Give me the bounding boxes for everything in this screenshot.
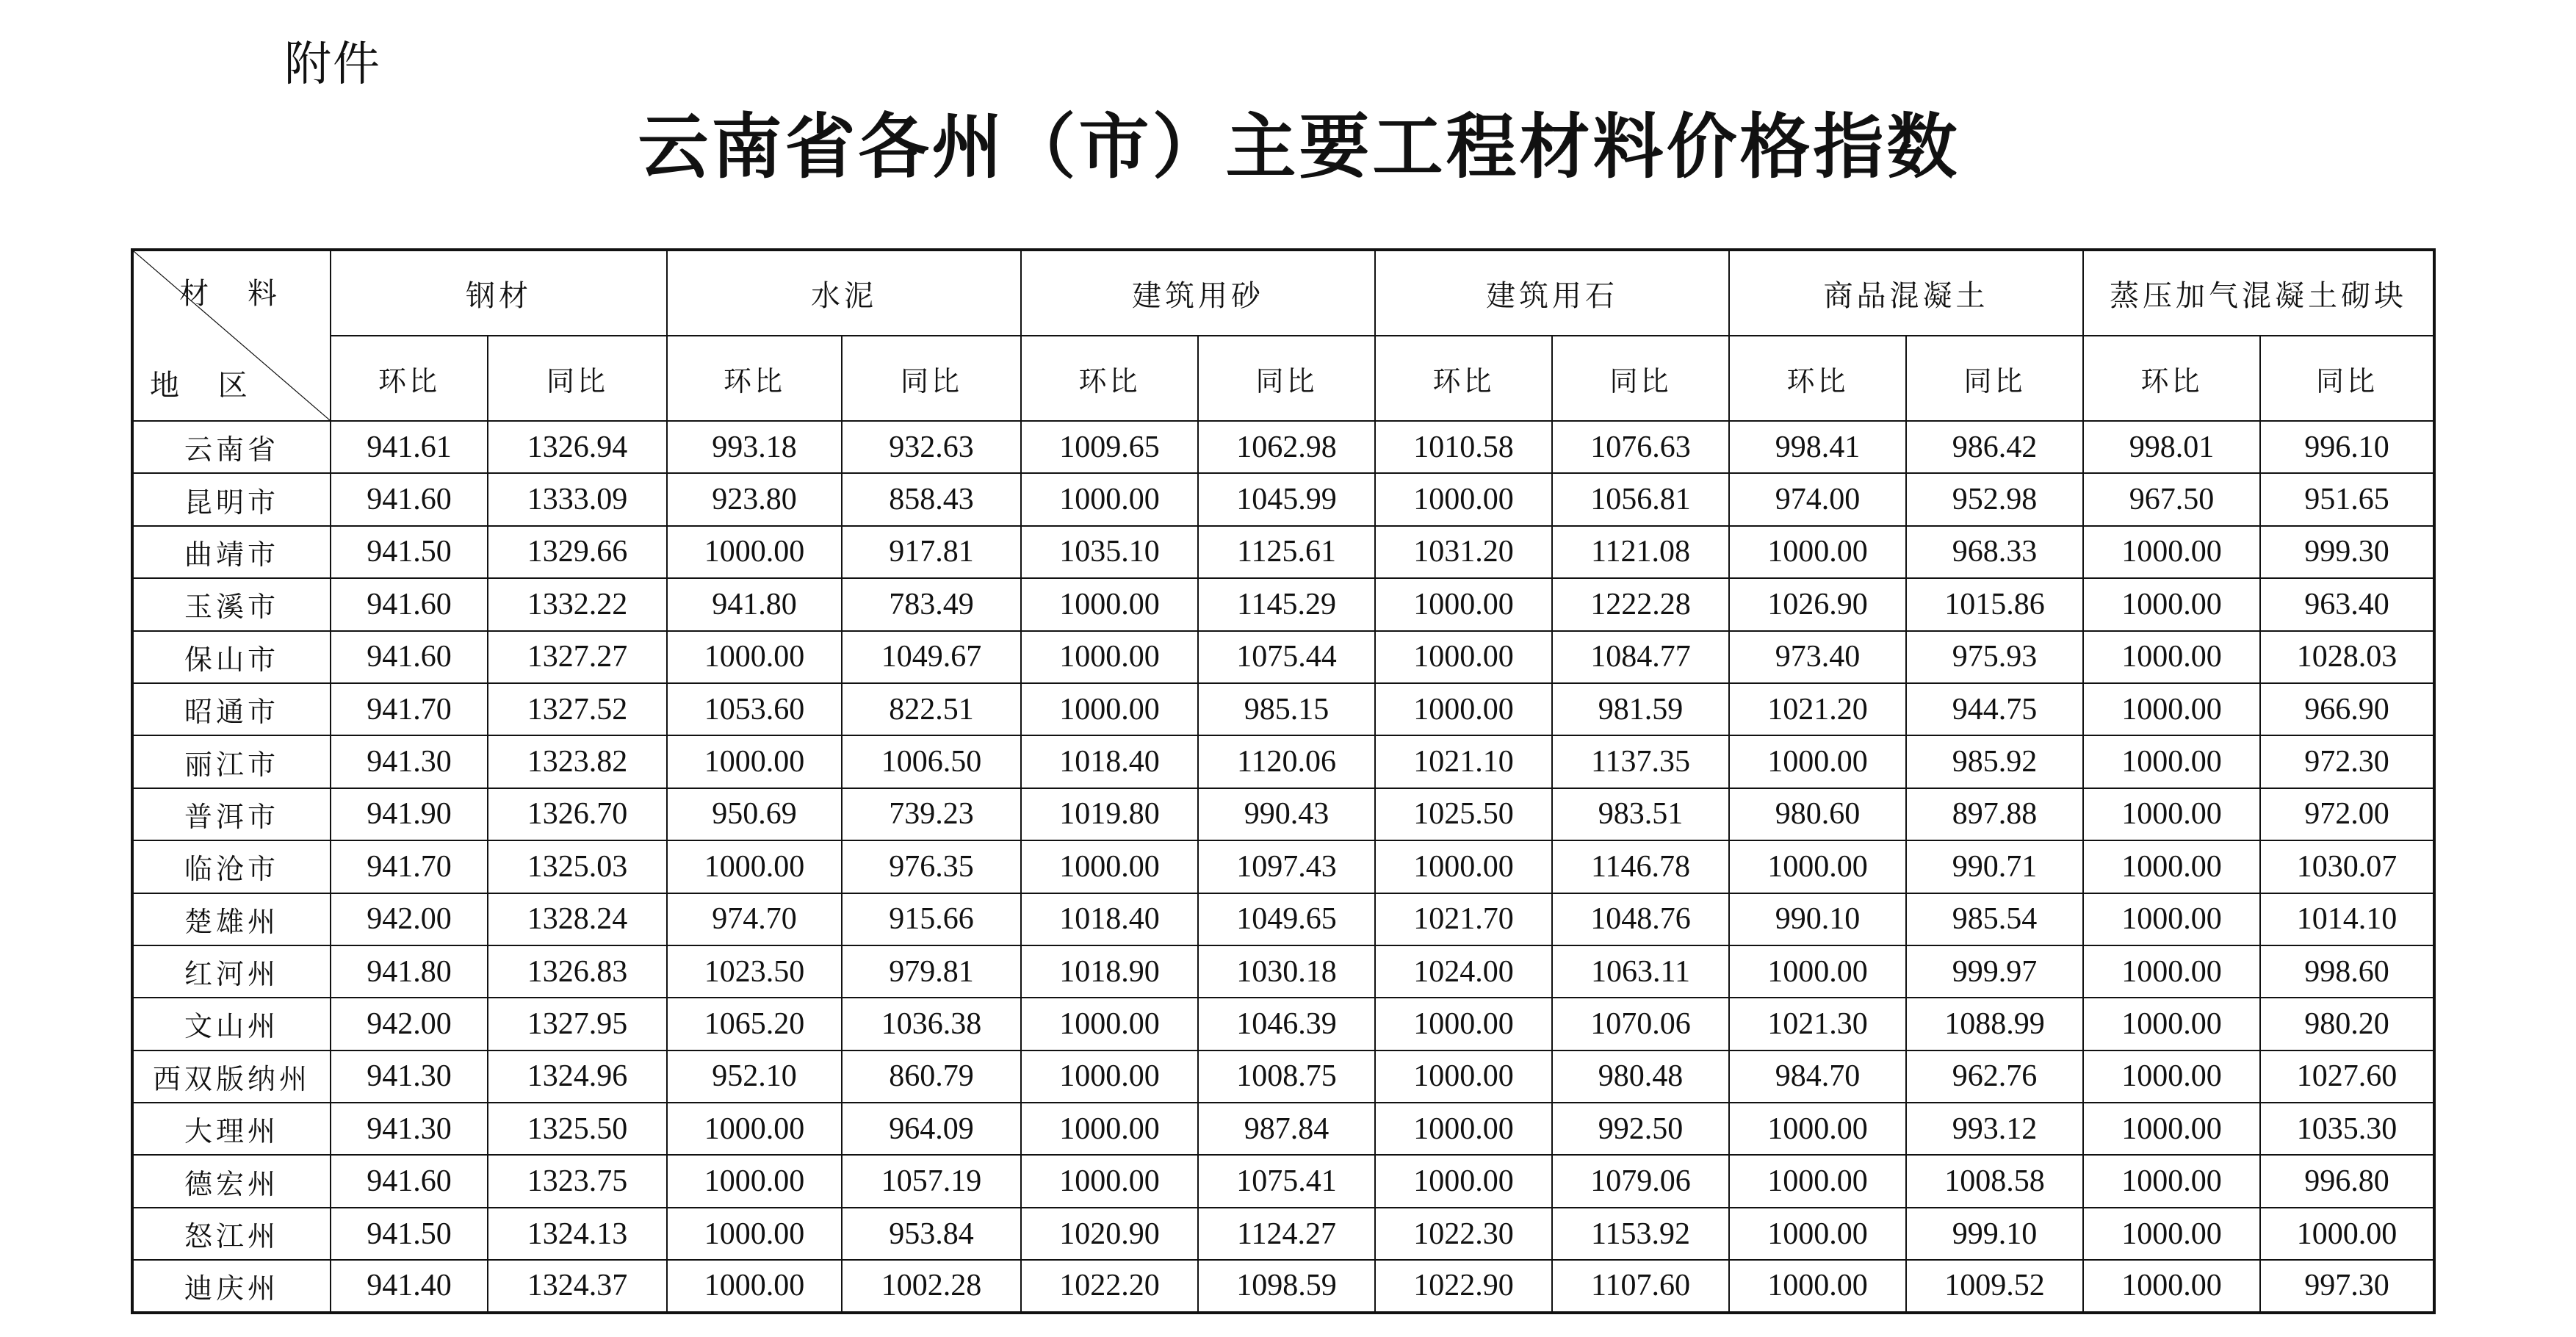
- value-cell: 1053.60: [667, 683, 842, 735]
- value-cell: 1153.92: [1552, 1208, 1729, 1260]
- value-cell: 973.40: [1729, 631, 1906, 683]
- value-cell: 1000.00: [1375, 578, 1552, 630]
- table-row: [132, 1050, 2434, 1103]
- value-cell: 1000.00: [667, 1260, 842, 1312]
- value-cell: 1125.61: [1198, 526, 1375, 578]
- value-cell: 972.30: [2260, 735, 2434, 788]
- month-on-month-header: 环比: [331, 336, 488, 421]
- value-cell: 1009.52: [1906, 1260, 2083, 1312]
- value-cell: 1030.07: [2260, 840, 2434, 893]
- value-cell: 1323.82: [488, 735, 667, 788]
- value-cell: 952.98: [1906, 473, 2083, 525]
- value-cell: 975.93: [1906, 631, 2083, 683]
- value-cell: 986.42: [1906, 421, 2083, 473]
- value-cell: 950.69: [667, 788, 842, 840]
- month-on-month-header: 环比: [2083, 336, 2260, 421]
- value-cell: 987.84: [1198, 1103, 1375, 1155]
- value-cell: 1088.99: [1906, 998, 2083, 1050]
- value-cell: 941.50: [331, 1208, 488, 1260]
- material-header: 商品混凝土: [1729, 250, 2083, 336]
- value-cell: 941.90: [331, 788, 488, 840]
- table-row: [132, 788, 2434, 840]
- value-cell: 1021.30: [1729, 998, 1906, 1050]
- value-cell: 998.41: [1729, 421, 1906, 473]
- value-cell: 1076.63: [1552, 421, 1729, 473]
- value-cell: 998.01: [2083, 421, 2260, 473]
- value-cell: 981.59: [1552, 683, 1729, 735]
- region-cell: 西双版纳州: [132, 1050, 331, 1103]
- value-cell: 1049.65: [1198, 893, 1375, 945]
- value-cell: 999.30: [2260, 526, 2434, 578]
- region-cell: 楚雄州: [132, 893, 331, 945]
- region-cell: 云南省: [132, 421, 331, 473]
- value-cell: 941.30: [331, 1050, 488, 1103]
- value-cell: 1000.00: [1021, 1103, 1198, 1155]
- value-cell: 941.60: [331, 473, 488, 525]
- value-cell: 941.50: [331, 526, 488, 578]
- value-cell: 1000.00: [1375, 1103, 1552, 1155]
- value-cell: 962.76: [1906, 1050, 2083, 1103]
- value-cell: 1000.00: [1375, 1050, 1552, 1103]
- value-cell: 953.84: [842, 1208, 1021, 1260]
- value-cell: 1000.00: [2083, 840, 2260, 893]
- value-cell: 1006.50: [842, 735, 1021, 788]
- value-cell: 1063.11: [1552, 945, 1729, 998]
- value-cell: 990.71: [1906, 840, 2083, 893]
- value-cell: 1009.65: [1021, 421, 1198, 473]
- month-on-month-header: 环比: [1729, 336, 1906, 421]
- value-cell: 985.92: [1906, 735, 2083, 788]
- value-cell: 1000.00: [1021, 631, 1198, 683]
- value-cell: 1021.20: [1729, 683, 1906, 735]
- table-row: [132, 1208, 2434, 1260]
- value-cell: 1019.80: [1021, 788, 1198, 840]
- value-cell: 1075.44: [1198, 631, 1375, 683]
- value-cell: 1000.00: [667, 526, 842, 578]
- table-row: [132, 1260, 2434, 1312]
- value-cell: 1326.94: [488, 421, 667, 473]
- value-cell: 1045.99: [1198, 473, 1375, 525]
- value-cell: 1000.00: [2083, 945, 2260, 998]
- value-cell: 1000.00: [1375, 1155, 1552, 1207]
- value-cell: 1332.22: [488, 578, 667, 630]
- value-cell: 1036.38: [842, 998, 1021, 1050]
- table-row: [132, 998, 2434, 1050]
- value-cell: 1098.59: [1198, 1260, 1375, 1312]
- material-header: 钢材: [331, 250, 667, 336]
- table-row: [132, 735, 2434, 788]
- region-cell: 文山州: [132, 998, 331, 1050]
- value-cell: 1000.00: [1021, 998, 1198, 1050]
- value-cell: 1000.00: [2083, 1155, 2260, 1207]
- value-cell: 1018.90: [1021, 945, 1198, 998]
- value-cell: 976.35: [842, 840, 1021, 893]
- value-cell: 980.60: [1729, 788, 1906, 840]
- corner-material-label: 材 料: [179, 277, 292, 311]
- value-cell: 980.20: [2260, 998, 2434, 1050]
- value-cell: 1024.00: [1375, 945, 1552, 998]
- value-cell: 952.10: [667, 1050, 842, 1103]
- value-cell: 1000.00: [2083, 526, 2260, 578]
- value-cell: 1000.00: [1021, 578, 1198, 630]
- value-cell: 1000.00: [2083, 683, 2260, 735]
- value-cell: 1000.00: [1375, 998, 1552, 1050]
- material-header: 建筑用石: [1375, 250, 1729, 336]
- value-cell: 1000.00: [2083, 788, 2260, 840]
- attachment-label: 附件: [284, 37, 381, 92]
- corner-cell: [132, 250, 331, 421]
- value-cell: 1327.52: [488, 683, 667, 735]
- value-cell: 998.60: [2260, 945, 2434, 998]
- value-cell: 983.51: [1552, 788, 1729, 840]
- value-cell: 1323.75: [488, 1155, 667, 1207]
- value-cell: 1026.90: [1729, 578, 1906, 630]
- table-row: [132, 473, 2434, 525]
- region-cell: 丽江市: [132, 735, 331, 788]
- value-cell: 993.18: [667, 421, 842, 473]
- value-cell: 1000.00: [1021, 840, 1198, 893]
- table-row: [132, 840, 2434, 893]
- value-cell: 1075.41: [1198, 1155, 1375, 1207]
- value-cell: 1021.10: [1375, 735, 1552, 788]
- value-cell: 1000.00: [667, 1103, 842, 1155]
- value-cell: 1025.50: [1375, 788, 1552, 840]
- value-cell: 941.80: [331, 945, 488, 998]
- value-cell: 1010.58: [1375, 421, 1552, 473]
- value-cell: 996.80: [2260, 1155, 2434, 1207]
- value-cell: 1000.00: [2083, 578, 2260, 630]
- value-cell: 941.70: [331, 840, 488, 893]
- value-cell: 1000.00: [1021, 1050, 1198, 1103]
- value-cell: 1325.50: [488, 1103, 667, 1155]
- value-cell: 942.00: [331, 998, 488, 1050]
- value-cell: 923.80: [667, 473, 842, 525]
- value-cell: 1014.10: [2260, 893, 2434, 945]
- region-cell: 怒江州: [132, 1208, 331, 1260]
- value-cell: 966.90: [2260, 683, 2434, 735]
- region-cell: 保山市: [132, 631, 331, 683]
- value-cell: 1324.13: [488, 1208, 667, 1260]
- value-cell: 1000.00: [1021, 473, 1198, 525]
- value-cell: 951.65: [2260, 473, 2434, 525]
- region-cell: 迪庆州: [132, 1260, 331, 1312]
- value-cell: 897.88: [1906, 788, 2083, 840]
- table-row: [132, 683, 2434, 735]
- value-cell: 984.70: [1729, 1050, 1906, 1103]
- year-on-year-header: 同比: [1906, 336, 2083, 421]
- value-cell: 1124.27: [1198, 1208, 1375, 1260]
- value-cell: 1035.30: [2260, 1103, 2434, 1155]
- value-cell: 1000.00: [1021, 1155, 1198, 1207]
- value-cell: 1000.00: [2083, 998, 2260, 1050]
- value-cell: 1084.77: [1552, 631, 1729, 683]
- value-cell: 1000.00: [2083, 1260, 2260, 1312]
- year-on-year-header: 同比: [842, 336, 1021, 421]
- value-cell: 941.70: [331, 683, 488, 735]
- value-cell: 1324.96: [488, 1050, 667, 1103]
- value-cell: 1018.40: [1021, 735, 1198, 788]
- value-cell: 1137.35: [1552, 735, 1729, 788]
- table-header: [132, 250, 2434, 421]
- region-cell: 红河州: [132, 945, 331, 998]
- material-header: 水泥: [667, 250, 1021, 336]
- value-cell: 1328.24: [488, 893, 667, 945]
- value-cell: 1070.06: [1552, 998, 1729, 1050]
- value-cell: 932.63: [842, 421, 1021, 473]
- value-cell: 1327.95: [488, 998, 667, 1050]
- region-cell: 玉溪市: [132, 578, 331, 630]
- value-cell: 1000.00: [1375, 473, 1552, 525]
- value-cell: 944.75: [1906, 683, 2083, 735]
- value-cell: 1021.70: [1375, 893, 1552, 945]
- value-cell: 1000.00: [667, 735, 842, 788]
- value-cell: 979.81: [842, 945, 1021, 998]
- value-cell: 996.10: [2260, 421, 2434, 473]
- value-cell: 1000.00: [1729, 526, 1906, 578]
- value-cell: 1028.03: [2260, 631, 2434, 683]
- value-cell: 1000.00: [1729, 1155, 1906, 1207]
- value-cell: 1000.00: [2083, 1103, 2260, 1155]
- value-cell: 783.49: [842, 578, 1021, 630]
- value-cell: 1000.00: [1729, 840, 1906, 893]
- value-cell: 1000.00: [2083, 1050, 2260, 1103]
- value-cell: 942.00: [331, 893, 488, 945]
- year-on-year-header: 同比: [1552, 336, 1729, 421]
- value-cell: 1000.00: [667, 1155, 842, 1207]
- value-cell: 1008.58: [1906, 1155, 2083, 1207]
- month-on-month-header: 环比: [1375, 336, 1552, 421]
- material-header: 建筑用砂: [1021, 250, 1375, 336]
- region-cell: 普洱市: [132, 788, 331, 840]
- value-cell: 1018.40: [1021, 893, 1198, 945]
- value-cell: 739.23: [842, 788, 1021, 840]
- document-title: 云南省各州（市）主要工程材料价格指数: [638, 106, 1960, 188]
- value-cell: 980.48: [1552, 1050, 1729, 1103]
- value-cell: 1015.86: [1906, 578, 2083, 630]
- value-cell: 993.12: [1906, 1103, 2083, 1155]
- value-cell: 1000.00: [2083, 735, 2260, 788]
- value-cell: 1030.18: [1198, 945, 1375, 998]
- value-cell: 1120.06: [1198, 735, 1375, 788]
- value-cell: 1062.98: [1198, 421, 1375, 473]
- value-cell: 941.30: [331, 1103, 488, 1155]
- value-cell: 1327.27: [488, 631, 667, 683]
- value-cell: 974.00: [1729, 473, 1906, 525]
- value-cell: 985.54: [1906, 893, 2083, 945]
- value-cell: 917.81: [842, 526, 1021, 578]
- value-cell: 1049.67: [842, 631, 1021, 683]
- value-cell: 1048.76: [1552, 893, 1729, 945]
- month-on-month-header: 环比: [667, 336, 842, 421]
- value-cell: 1222.28: [1552, 578, 1729, 630]
- value-cell: 1325.03: [488, 840, 667, 893]
- value-cell: 1022.30: [1375, 1208, 1552, 1260]
- value-cell: 1324.37: [488, 1260, 667, 1312]
- table-row: [132, 1103, 2434, 1155]
- value-cell: 990.43: [1198, 788, 1375, 840]
- value-cell: 1035.10: [1021, 526, 1198, 578]
- value-cell: 1000.00: [1729, 735, 1906, 788]
- value-cell: 1057.19: [842, 1155, 1021, 1207]
- value-cell: 1000.00: [2083, 893, 2260, 945]
- value-cell: 1056.81: [1552, 473, 1729, 525]
- value-cell: 1121.08: [1552, 526, 1729, 578]
- value-cell: 1023.50: [667, 945, 842, 998]
- value-cell: 1020.90: [1021, 1208, 1198, 1260]
- value-cell: 1000.00: [2260, 1208, 2434, 1260]
- year-on-year-header: 同比: [1198, 336, 1375, 421]
- table-row: [132, 421, 2434, 473]
- value-cell: 985.15: [1198, 683, 1375, 735]
- value-cell: 999.10: [1906, 1208, 2083, 1260]
- value-cell: 1326.70: [488, 788, 667, 840]
- value-cell: 1008.75: [1198, 1050, 1375, 1103]
- value-cell: 915.66: [842, 893, 1021, 945]
- value-cell: 941.60: [331, 631, 488, 683]
- value-cell: 1326.83: [488, 945, 667, 998]
- value-cell: 1329.66: [488, 526, 667, 578]
- value-cell: 1000.00: [1375, 631, 1552, 683]
- value-cell: 963.40: [2260, 578, 2434, 630]
- value-cell: 860.79: [842, 1050, 1021, 1103]
- value-cell: 1107.60: [1552, 1260, 1729, 1312]
- price-index-table: [131, 248, 2436, 1314]
- value-cell: 941.40: [331, 1260, 488, 1312]
- value-cell: 990.10: [1729, 893, 1906, 945]
- value-cell: 992.50: [1552, 1103, 1729, 1155]
- year-on-year-header: 同比: [2260, 336, 2434, 421]
- value-cell: 974.70: [667, 893, 842, 945]
- value-cell: 1027.60: [2260, 1050, 2434, 1103]
- table-row: [132, 631, 2434, 683]
- value-cell: 1000.00: [1729, 1208, 1906, 1260]
- table-row: [132, 1155, 2434, 1207]
- value-cell: 1145.29: [1198, 578, 1375, 630]
- value-cell: 941.80: [667, 578, 842, 630]
- material-header: 蒸压加气混凝土砌块: [2083, 250, 2434, 336]
- value-cell: 1079.06: [1552, 1155, 1729, 1207]
- value-cell: 972.00: [2260, 788, 2434, 840]
- table-row: [132, 893, 2434, 945]
- value-cell: 941.60: [331, 1155, 488, 1207]
- value-cell: 1022.90: [1375, 1260, 1552, 1312]
- value-cell: 1000.00: [1375, 683, 1552, 735]
- table-body: [132, 421, 2434, 1313]
- value-cell: 1000.00: [2083, 1208, 2260, 1260]
- value-cell: 997.30: [2260, 1260, 2434, 1312]
- year-on-year-header: 同比: [488, 336, 667, 421]
- value-cell: 967.50: [2083, 473, 2260, 525]
- value-cell: 1022.20: [1021, 1260, 1198, 1312]
- corner-region-label: 地 区: [150, 369, 262, 403]
- value-cell: 1031.20: [1375, 526, 1552, 578]
- value-cell: 858.43: [842, 473, 1021, 525]
- value-cell: 941.61: [331, 421, 488, 473]
- value-cell: 964.09: [842, 1103, 1021, 1155]
- table-row: [132, 945, 2434, 998]
- region-cell: 昭通市: [132, 683, 331, 735]
- value-cell: 1000.00: [1375, 840, 1552, 893]
- table-row: [132, 578, 2434, 630]
- region-cell: 临沧市: [132, 840, 331, 893]
- value-cell: 1000.00: [1729, 945, 1906, 998]
- value-cell: 1000.00: [1729, 1260, 1906, 1312]
- sub-header-row: [132, 336, 2434, 421]
- value-cell: 1000.00: [667, 840, 842, 893]
- value-cell: 1000.00: [1021, 683, 1198, 735]
- value-cell: 941.30: [331, 735, 488, 788]
- value-cell: 941.60: [331, 578, 488, 630]
- value-cell: 1002.28: [842, 1260, 1021, 1312]
- region-cell: 昆明市: [132, 473, 331, 525]
- value-cell: 1146.78: [1552, 840, 1729, 893]
- value-cell: 1000.00: [667, 631, 842, 683]
- value-cell: 1333.09: [488, 473, 667, 525]
- value-cell: 822.51: [842, 683, 1021, 735]
- region-cell: 曲靖市: [132, 526, 331, 578]
- value-cell: 1097.43: [1198, 840, 1375, 893]
- value-cell: 1000.00: [1729, 1103, 1906, 1155]
- value-cell: 1000.00: [2083, 631, 2260, 683]
- value-cell: 1046.39: [1198, 998, 1375, 1050]
- table-row: [132, 526, 2434, 578]
- value-cell: 968.33: [1906, 526, 2083, 578]
- region-cell: 德宏州: [132, 1155, 331, 1207]
- region-cell: 大理州: [132, 1103, 331, 1155]
- value-cell: 1065.20: [667, 998, 842, 1050]
- material-header-row: [132, 250, 2434, 336]
- value-cell: 999.97: [1906, 945, 2083, 998]
- value-cell: 1000.00: [667, 1208, 842, 1260]
- month-on-month-header: 环比: [1021, 336, 1198, 421]
